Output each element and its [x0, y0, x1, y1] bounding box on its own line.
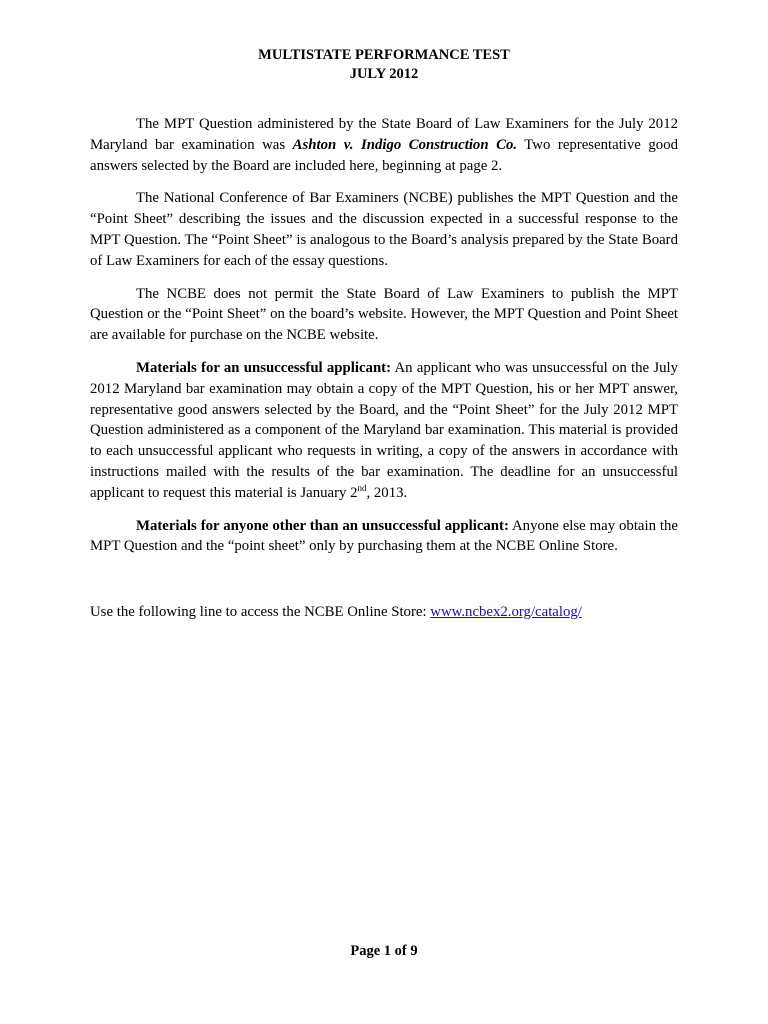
ordinal-suffix: nd — [357, 482, 367, 493]
paragraph-intro-text: The MPT Question administered by the State Board of Law Examiners for the July 2012 Maryland bar examination was — [90, 116, 678, 153]
deadline-year: , 2013. — [366, 484, 408, 501]
paragraph-intro-text-end: Two representative good answers selected by the Board are included here, beginning at page 2. — [90, 136, 678, 174]
document-date: JULY 2012 — [349, 66, 419, 82]
other-applicants-text: Anyone else may obtain the MPT Question and the “point sheet” only by purchasing them at the NCBE Online Store. — [90, 517, 678, 555]
paragraph-intro — [90, 114, 678, 176]
other-applicants-heading: Materials for anyone other than an unsuccessful applicant: — [136, 517, 509, 534]
unsuccessful-applicant-heading: Materials for an unsuccessful applicant: — [136, 359, 392, 376]
paragraph-unsuccessful-applicant — [90, 358, 678, 504]
paragraph-ncbe-permission: The NCBE does not permit the State Board of Law Examiners to publish the MPT Question or the “Point Sheet” on the board’s website. However, the MPT Question and Point Sheet are available for purchase on the NCBE website. — [90, 285, 678, 344]
page-number: Page 1 of 9 — [350, 943, 418, 959]
ncbe-catalog-link[interactable]: www.ncbex2.org/catalog/ — [430, 604, 582, 620]
document-header — [0, 46, 768, 84]
store-access-line — [90, 602, 582, 622]
paragraph-other-applicants — [90, 516, 678, 558]
document-body — [90, 114, 678, 569]
unsuccessful-applicant-text: An applicant who was unsuccessful on the July 2012 Maryland bar examination may obtain a copy of the MPT Question, his or her MPT answer, representative good answers selected by the Board, and the “Point Sheet” for the July 2012 MPT Question administered as a component of the Maryland bar examination. This material is provided to each unsuccessful applicant who requests in writing, a copy of the answers in accordance with instructions mailed with the results of the bar examination. The deadline for an unsuccessful applicant to request this material is January 2 — [90, 359, 678, 501]
store-access-text: Use the following line to access the NCBE Online Store: — [90, 604, 431, 620]
document-title: MULTISTATE PERFORMANCE TEST — [258, 47, 510, 63]
case-name: Ashton v. Indigo Construction Co. — [292, 136, 518, 153]
paragraph-ncbe-publishes: The National Conference of Bar Examiners (NCBE) publishes the MPT Question and the “Point Sheet” describing the issues and the discussion expected in a successful response to the MPT Question. The “Point Sheet” is analogous to the Board’s analysis prepared by the State Board of Law Examiners for each of the essay questions. — [90, 190, 678, 269]
